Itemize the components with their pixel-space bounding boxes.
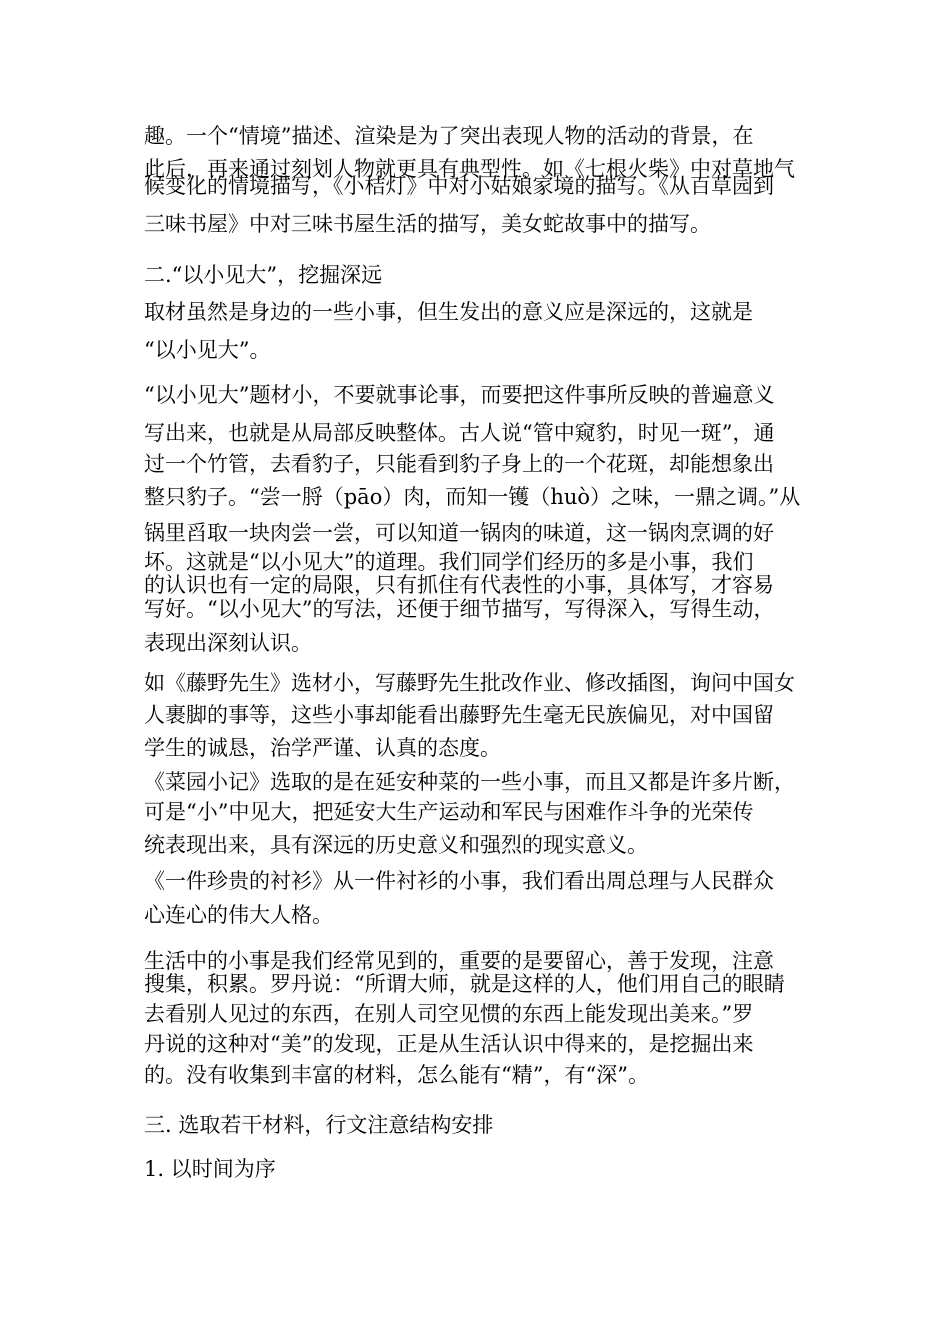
text-line: 此后，再来通过刻划人物就更具有典型性。如《七根火柴》中对草地气 — [144, 157, 795, 181]
text-line: 锅里舀取一块肉尝一尝，可以知道一锅肉的味道，这一锅肉烹调的好 — [144, 521, 774, 545]
text-line: 心连心的伟大人格。 — [144, 903, 333, 927]
text-line: 丹说的这种对“美”的发现，正是从生活认识中得来的，是挖掘出来 — [144, 1032, 754, 1056]
text-line: 去看别人见过的东西，在别人司空见惯的东西上能发现出美来。”罗 — [144, 1002, 754, 1026]
text-line: 学生的诚恳，治学严谨、认真的态度。 — [144, 736, 501, 760]
text-line: 写好。“以小见大”的写法，还便于细节描写，写得深入，写得生动， — [144, 597, 775, 621]
text-line: 三味书屋》中对三味书屋生活的描写，美女蛇故事中的描写。 — [144, 212, 711, 236]
text-line: 表现出深刻认识。 — [144, 631, 312, 655]
text-line: 如《藤野先生》选材小，写藤野先生批改作业、修改插图，询问中国女 — [144, 671, 795, 695]
text-line: 生活中的小事是我们经常见到的，重要的是要留心，善于发现，注意 — [144, 949, 774, 973]
text-line: 过一个竹管，去看豹子，只能看到豹子身上的一个花斑，却能想象出 — [144, 452, 774, 476]
text-line: 《菜园小记》选取的是在延安种菜的一些小事，而且又都是许多片断， — [144, 770, 795, 794]
text-line: 写出来，也就是从局部反映整体。古人说“管中窥豹，时见一斑”，通 — [144, 421, 775, 445]
subsection-heading: 1. 以时间为序 — [144, 1157, 276, 1181]
text-line: 的。没有收集到丰富的材料，怎么能有“精”，有“深”。 — [144, 1063, 649, 1087]
text-line: 取材虽然是身边的一些小事，但生发出的意义应是深远的，这就是 — [144, 300, 753, 324]
text-line: 的认识也有一定的局限，只有抓住有代表性的小事，具体写，才容易 — [144, 573, 774, 597]
text-line: “以小见大”题材小，不要就事论事，而要把这件事所反映的普遍意义 — [144, 383, 775, 407]
text-line: 候变化的情境描写，《小桔灯》中对小姑娘家境的描写。《从百草园到 — [144, 174, 774, 198]
text-line: 坏。这就是“以小见大”的道理。我们同学们经历的多是小事，我们 — [144, 550, 754, 574]
section-heading: 二.“以小见大”，挖掘深远 — [144, 263, 383, 287]
text-line: 趣。一个“情境”描述、渲染是为了突出表现人物的活动的背景，在 — [144, 124, 754, 148]
text-line: 《一件珍贵的衬衫》从一件衬衫的小事，我们看出周总理与人民群众 — [144, 869, 774, 893]
text-line: 搜集，积累。罗丹说：“所谓大师，就是这样的人，他们用自己的眼睛 — [144, 972, 785, 996]
text-line: 整只豹子。“尝一脟（pāo）肉，而知一镬（huò）之味，一鼎之调。”从 — [144, 485, 801, 509]
text-line: 统表现出来，具有深远的历史意义和强烈的现实意义。 — [144, 833, 648, 857]
text-line: 人裹脚的事等，这些小事却能看出藤野先生毫无民族偏见，对中国留 — [144, 703, 774, 727]
text-line: “以小见大”。 — [144, 338, 271, 362]
section-heading: 三. 选取若干材料，行文注意结构安排 — [144, 1113, 494, 1137]
text-line: 可是“小”中见大，把延安大生产运动和军民与困难作斗争的光荣传 — [144, 800, 754, 824]
